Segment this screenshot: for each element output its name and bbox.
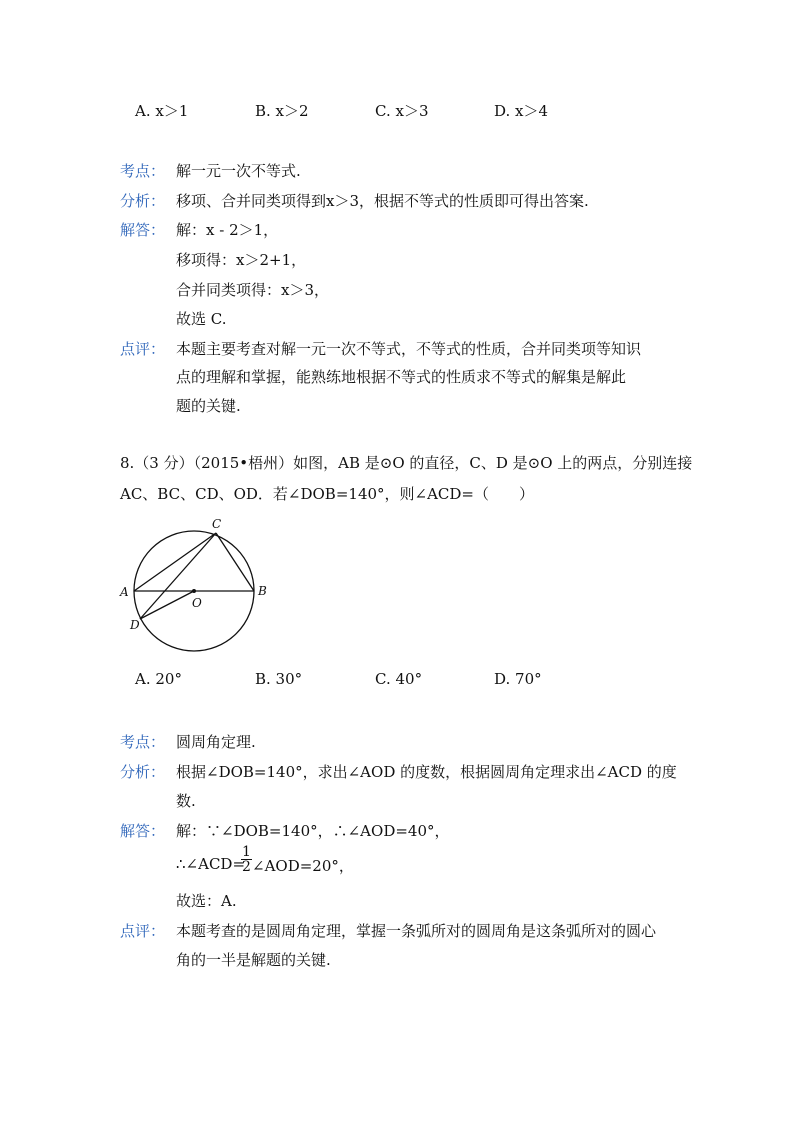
q8-kaodian-text: 圆周角定理. <box>176 733 256 751</box>
q8-option-d: D. 70° <box>494 670 542 688</box>
q8-jieda-line3: 故选：A. <box>176 892 237 910</box>
q8-jieda-line1: 解：∵∠DOB=140°，∴∠AOD=40°， <box>176 822 450 840</box>
point-label-c: C <box>212 517 222 531</box>
q7-option-d: D. x＞4 <box>494 102 549 120</box>
q7-option-b: B. x＞2 <box>255 102 309 120</box>
point-label-d: D <box>130 618 140 632</box>
point-label-b: B <box>258 584 267 598</box>
fraction-one-half <box>241 845 252 874</box>
q7-option-a: A. x＞1 <box>135 102 189 120</box>
point-label-a: A <box>120 585 129 599</box>
q7-dianping-label: 点评： <box>120 340 166 358</box>
point-label-o: O <box>192 596 202 610</box>
fraction-numerator: 1 <box>242 844 251 860</box>
q8-jieda-line2-prefix: ∴∠ACD= <box>176 855 246 873</box>
q8-stem-line: 8.（3 分）（2015•梧州）如图，AB 是⊙O 的直径，C、D 是⊙O 上的两点，分别连接 <box>120 454 693 472</box>
segment-bc <box>216 533 254 591</box>
q8-jieda-line2-suffix: ∠AOD=20°， <box>252 857 354 875</box>
q8-option-a: A. 20° <box>135 670 182 688</box>
q8-dianping-line: 角的一半是解题的关键. <box>176 951 331 969</box>
q7-kaodian-text: 解一元一次不等式. <box>176 162 301 180</box>
q7-jieda-line: 解：x - 2＞1， <box>176 221 279 239</box>
q7-dianping-line: 本题主要考查对解一元一次不等式，不等式的性质，合并同类项等知识 <box>176 340 642 358</box>
segment-od <box>140 591 194 619</box>
q7-dianping-line: 点的理解和掌握，能熟练地根据不等式的性质求不等式的解集是解此 <box>176 368 627 386</box>
segment-cd <box>140 533 216 619</box>
q8-option-c: C. 40° <box>375 670 423 688</box>
q8-jieda-label: 解答： <box>120 822 166 840</box>
q7-jieda-label: 解答： <box>120 221 166 239</box>
q7-kaodian-label: 考点： <box>120 162 166 180</box>
segment-ac <box>134 533 216 591</box>
q8-fenxi-line: 数. <box>176 792 196 810</box>
q8-fenxi-label: 分析： <box>120 763 166 781</box>
q8-dianping-label: 点评： <box>120 922 166 940</box>
q7-jieda-line: 合并同类项得：x＞3， <box>176 281 330 299</box>
q7-fenxi-text: 移项、合并同类项得到x＞3，根据不等式的性质即可得出答案. <box>176 192 589 210</box>
q7-jieda-line: 移项得：x＞2+1， <box>176 251 307 269</box>
q7-option-c: C. x＞3 <box>375 102 429 120</box>
q8-kaodian-label: 考点： <box>120 733 166 751</box>
q7-dianping-line: 题的关键. <box>176 397 241 415</box>
q8-stem-line: AC、BC、CD、OD．若∠DOB=140°，则∠ACD=（ ） <box>120 485 535 503</box>
center-dot <box>192 589 196 593</box>
q7-jieda-line: 故选 C. <box>176 310 227 328</box>
q7-fenxi-label: 分析： <box>120 192 166 210</box>
q8-fenxi-line: 根据∠DOB=140°，求出∠AOD 的度数，根据圆周角定理求出∠ACD 的度 <box>176 763 677 781</box>
fraction-denominator: 2 <box>242 859 251 875</box>
q8-dianping-line: 本题考查的是圆周角定理，掌握一条弧所对的圆周角是这条弧所对的圆心 <box>176 922 657 940</box>
q8-option-b: B. 30° <box>255 670 303 688</box>
q8-circle-figure <box>110 515 280 655</box>
